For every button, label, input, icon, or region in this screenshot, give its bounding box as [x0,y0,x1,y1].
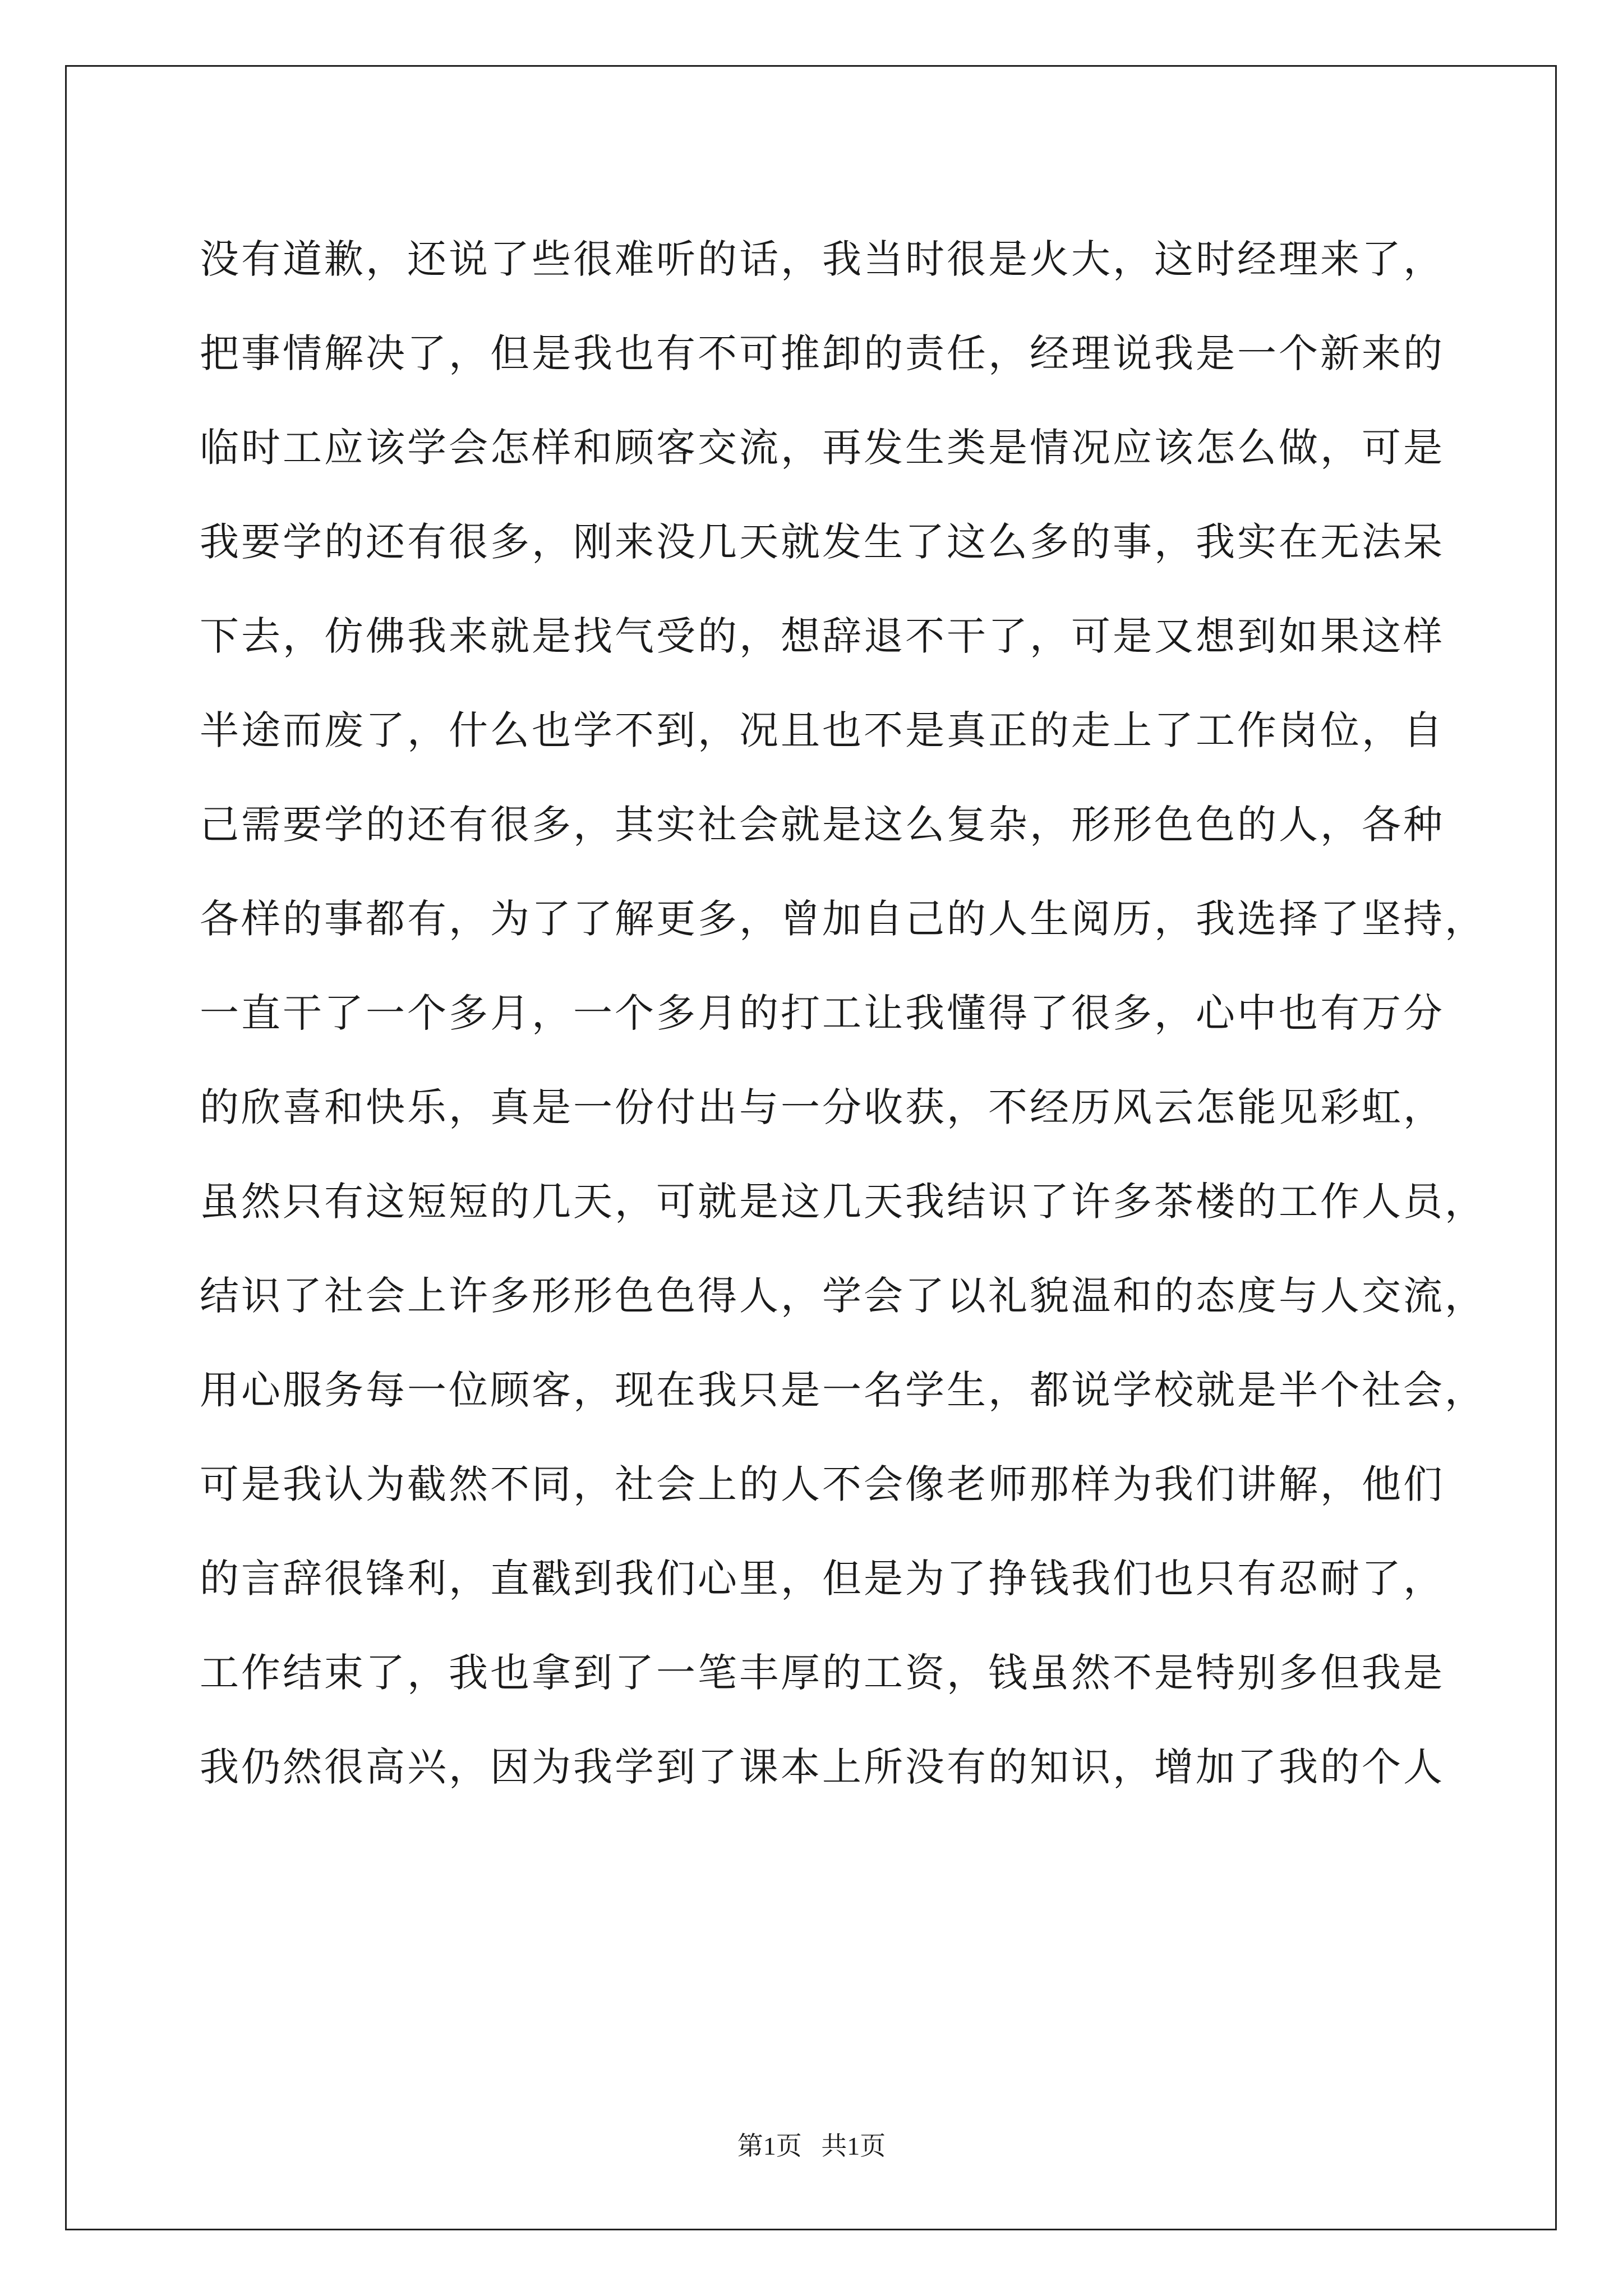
page-footer: 第1页 共1页 [737,2132,886,2160]
text-line: 工作结束了，我也拿到了一笔丰厚的工资，钱虽然不是特别多但我是 [200,1650,1445,1696]
text-line: 把事情解决了，但是我也有不可推卸的责任，经理说我是一个新来的 [200,330,1445,376]
text-line: 各样的事都有，为了了解更多，曾加自己的人生阅历，我选择了坚持， [200,896,1486,942]
text-line: 结识了社会上许多形形色色得人，学会了以礼貌温和的态度与人交流， [200,1273,1486,1319]
text-line: 己需要学的还有很多，其实社会就是这么复杂，形形色色的人，各种 [200,802,1445,848]
text-line: 没有道歉，还说了些很难听的话，我当时很是火大，这时经理来了， [200,236,1445,282]
text-line: 可是我认为截然不同，社会上的人不会像老师那样为我们讲解，他们 [200,1461,1445,1507]
text-line: 虽然只有这短短的几天，可就是这几天我结识了许多茶楼的工作人员， [200,1179,1486,1225]
text-line: 的言辞很锋利，直戳到我们心里，但是为了挣钱我们也只有忍耐了， [200,1556,1445,1602]
text-line: 用心服务每一位顾客，现在我只是一名学生，都说学校就是半个社会， [200,1367,1486,1413]
text-line: 的欣喜和快乐，真是一份付出与一分收获，不经历风云怎能见彩虹， [200,1084,1445,1130]
text-line: 半途而废了，什么也学不到，况且也不是真正的走上了工作岗位，自 [200,707,1445,753]
body-text [200,212,1486,1814]
text-line: 临时工应该学会怎样和顾客交流，再发生类是情况应该怎么做，可是 [200,425,1445,471]
text-line: 我要学的还有很多，刚来没几天就发生了这么多的事，我实在无法呆 [200,519,1445,565]
text-line: 一直干了一个多月，一个多月的打工让我懂得了很多，心中也有万分 [200,990,1445,1036]
text-line: 下去，仿佛我来就是找气受的，想辞退不干了，可是又想到如果这样 [200,613,1445,659]
text-line: 我仍然很高兴，因为我学到了课本上所没有的知识，增加了我的个人 [200,1744,1445,1790]
